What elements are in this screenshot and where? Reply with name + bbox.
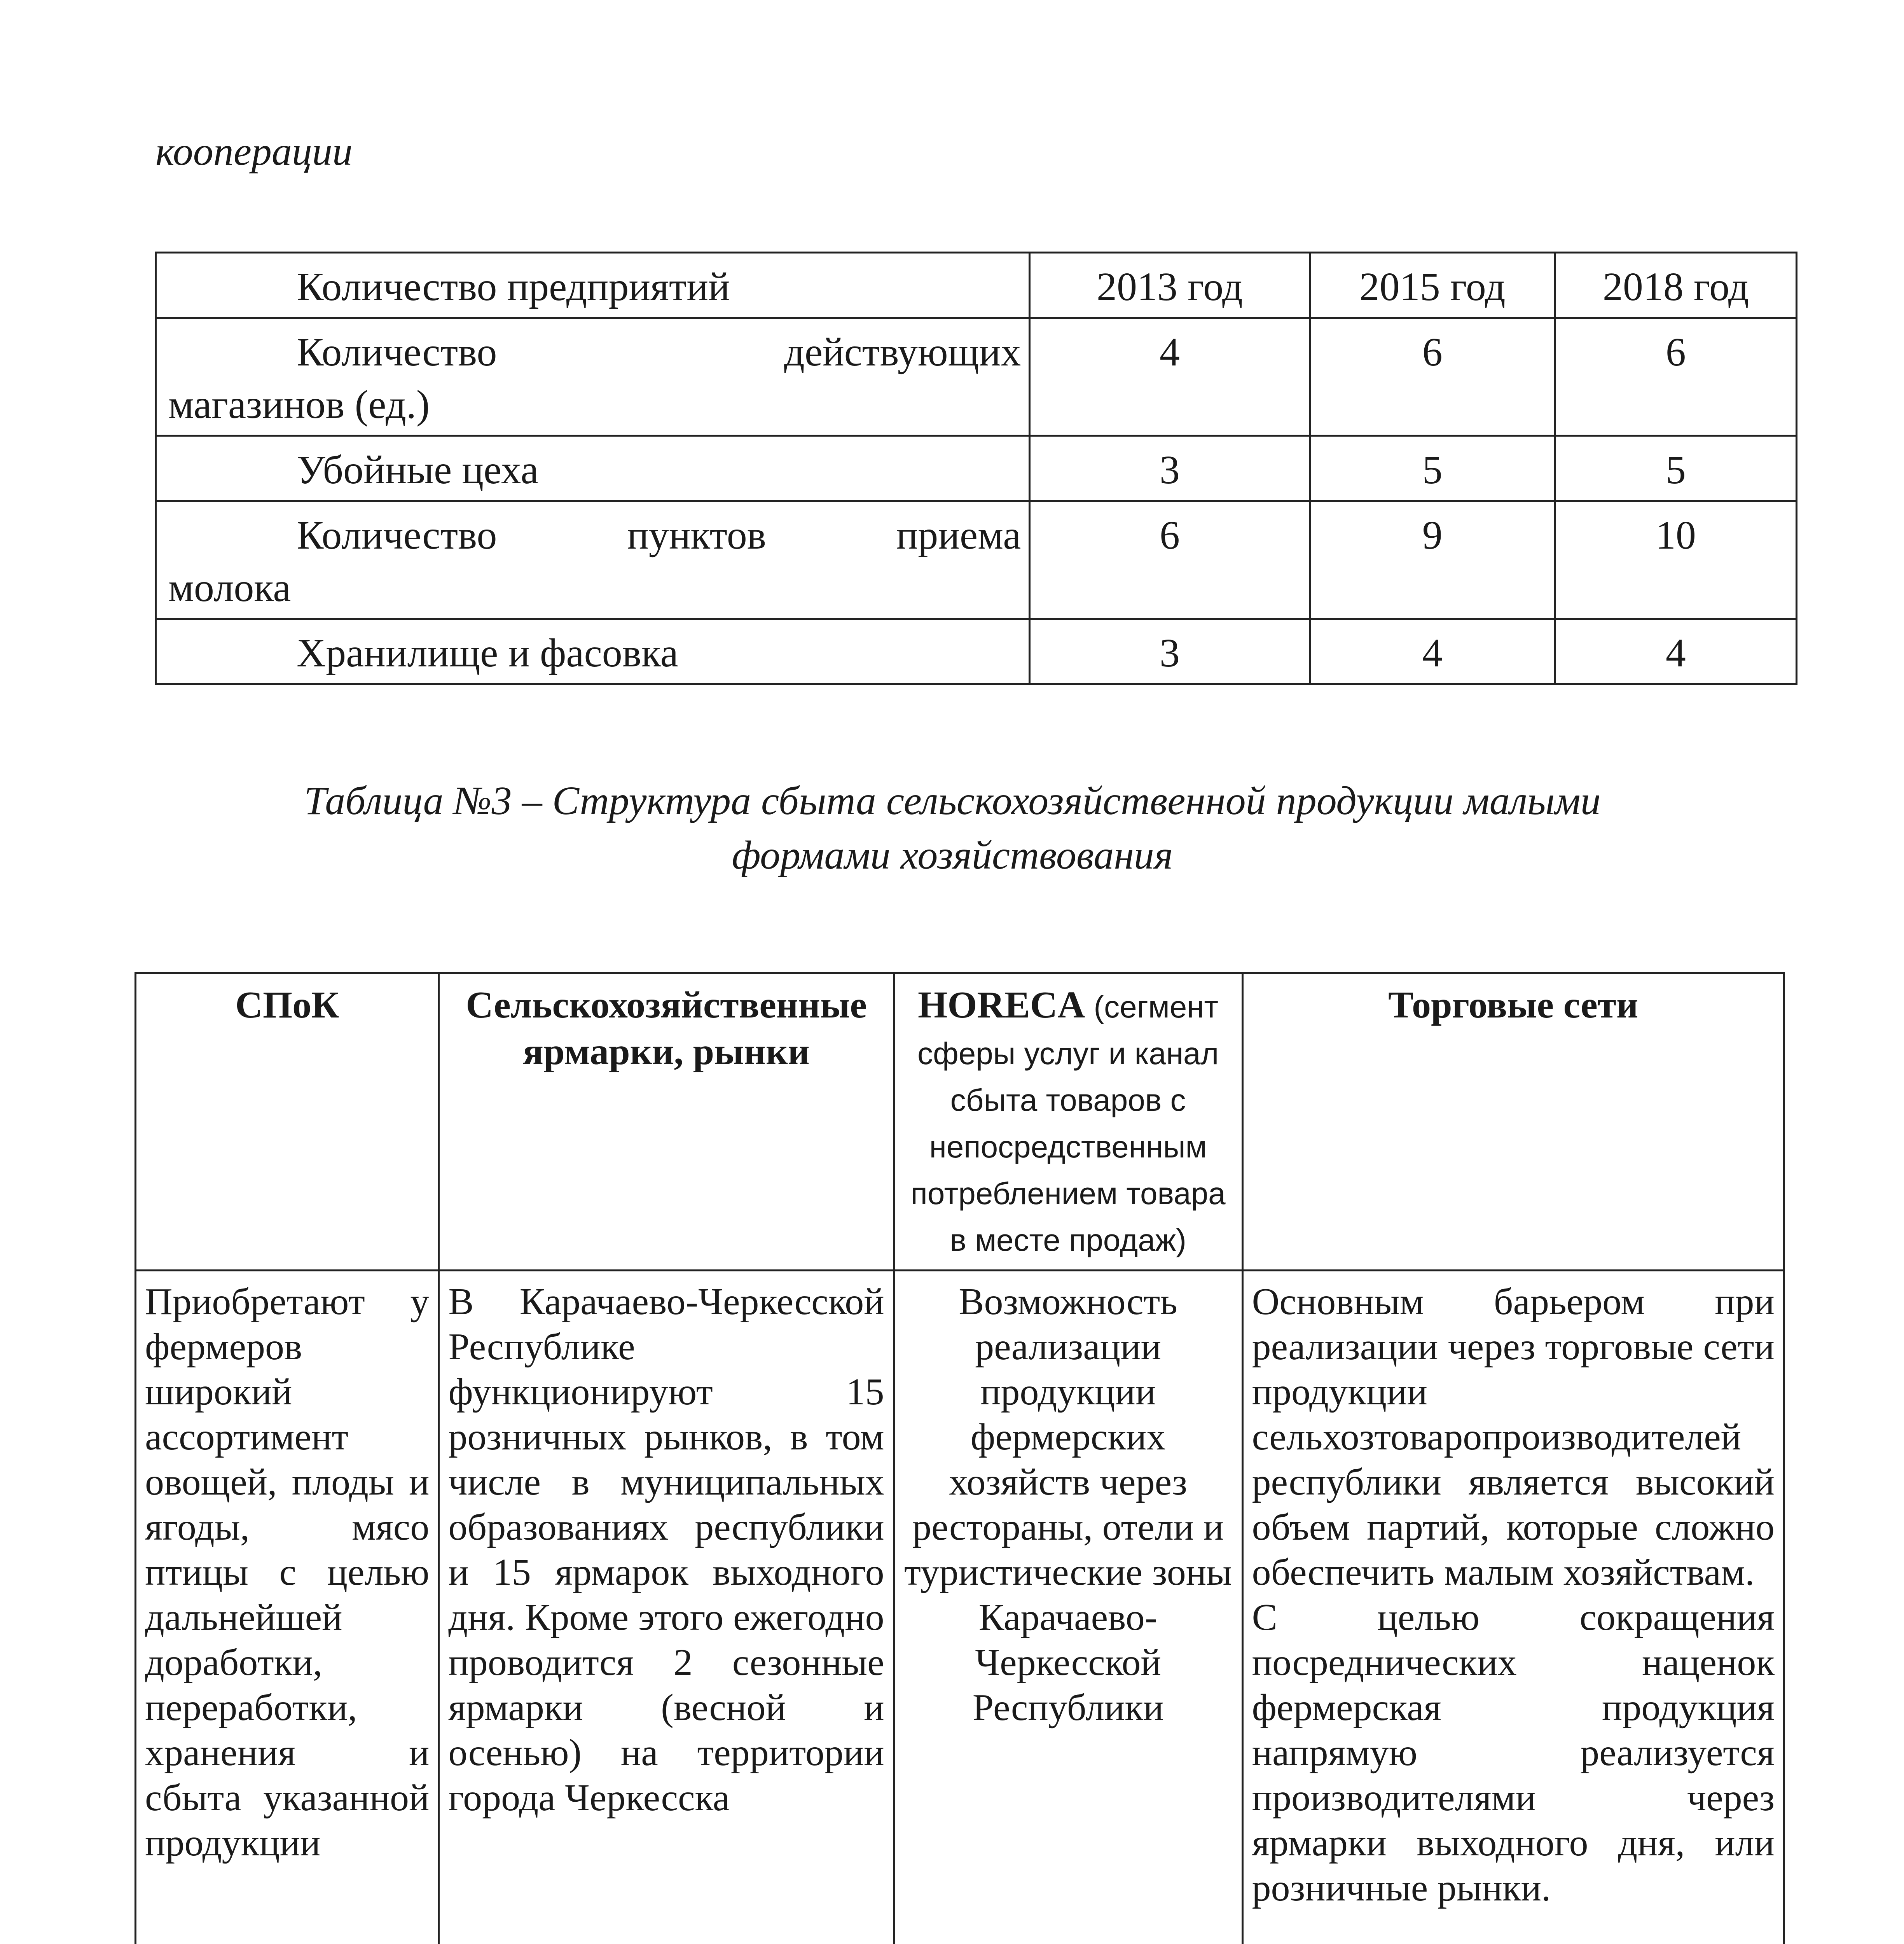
cell-value: 9 (1310, 501, 1555, 619)
sales-structure-table (135, 972, 1785, 1944)
cell-value: 5 (1555, 436, 1796, 501)
cell-spok: Приобретают у фермеров широкий ассортимент овощей, плоды и ягоды, мясо птицы с целью дальнейшей доработки, переработки, хранения и сбыта указанной продукции (136, 1271, 439, 1944)
table-row (156, 436, 1797, 501)
table-row (156, 501, 1797, 619)
table-row (156, 318, 1797, 436)
table-row (156, 619, 1797, 684)
header-spok: СПоК (136, 973, 439, 1271)
table-header-row (156, 253, 1797, 318)
row-name-milk-points: Количество пунктов приема молока (156, 501, 1030, 619)
cell-value: 4 (1310, 619, 1555, 684)
table-row (136, 1271, 1784, 1944)
header-2013: 2013 год (1030, 253, 1310, 318)
cell-value: 6 (1555, 318, 1796, 436)
row-name-shops: Количество действующих магазинов (ед.) (156, 318, 1030, 436)
row-name-storage: Хранилище и фасовка (156, 619, 1030, 684)
table3-title: Таблица №3 – Структура сбыта сельскохозяйственной продукции малыми формами хозяйствования (304, 778, 1601, 878)
cell-value: 3 (1030, 619, 1310, 684)
cell-value: 4 (1555, 619, 1796, 684)
cell-retail-chains: Основным барьером при реализации через торговые сети продукции сельхозтоваропроизводителей республики является высокий объем партий, которые сложно обеспечить малым хозяйствам. С целью сокращения посреднических наценок фермерская продукция напрямую реализуется производителями через ярмарки выходного дня, или розничные рынки. (1242, 1271, 1784, 1944)
top-caption: кооперации (155, 129, 353, 174)
header-fairs: Сельскохозяйственные ярмарки, рынки (439, 973, 894, 1271)
header-2015: 2015 год (1310, 253, 1555, 318)
cell-value: 10 (1555, 501, 1796, 619)
cell-value: 3 (1030, 436, 1310, 501)
row-name-slaughter: Убойные цеха (156, 436, 1030, 501)
cell-value: 6 (1310, 318, 1555, 436)
cell-value: 4 (1030, 318, 1310, 436)
cell-value: 6 (1030, 501, 1310, 619)
cell-fairs: В Карачаево-Черкесской Республике функционируют 15 розничных рынков, в том числе в муниципальных образованиях республики и 15 ярмарок выходного дня. Кроме этого ежегодно проводится 2 сезонные ярмарки (весной и осенью) на территории города Черкесска (439, 1271, 894, 1944)
table-header-row (136, 973, 1784, 1271)
header-enterprises: Количество предприятий (156, 253, 1030, 318)
enterprises-table (155, 252, 1797, 685)
cell-horeca: Возможность реализации продукции фермерских хозяйств через рестораны, отели и туристические зоны Карачаево-Черкесской Республики (894, 1271, 1242, 1944)
header-2018: 2018 год (1555, 253, 1796, 318)
cell-value: 5 (1310, 436, 1555, 501)
header-retail-chains: Торговые сети (1242, 973, 1784, 1271)
header-horeca: HORECA (сегмент сферы услуг и канал сбыта товаров с непосредственным потреблением товара в месте продаж) (894, 973, 1242, 1271)
